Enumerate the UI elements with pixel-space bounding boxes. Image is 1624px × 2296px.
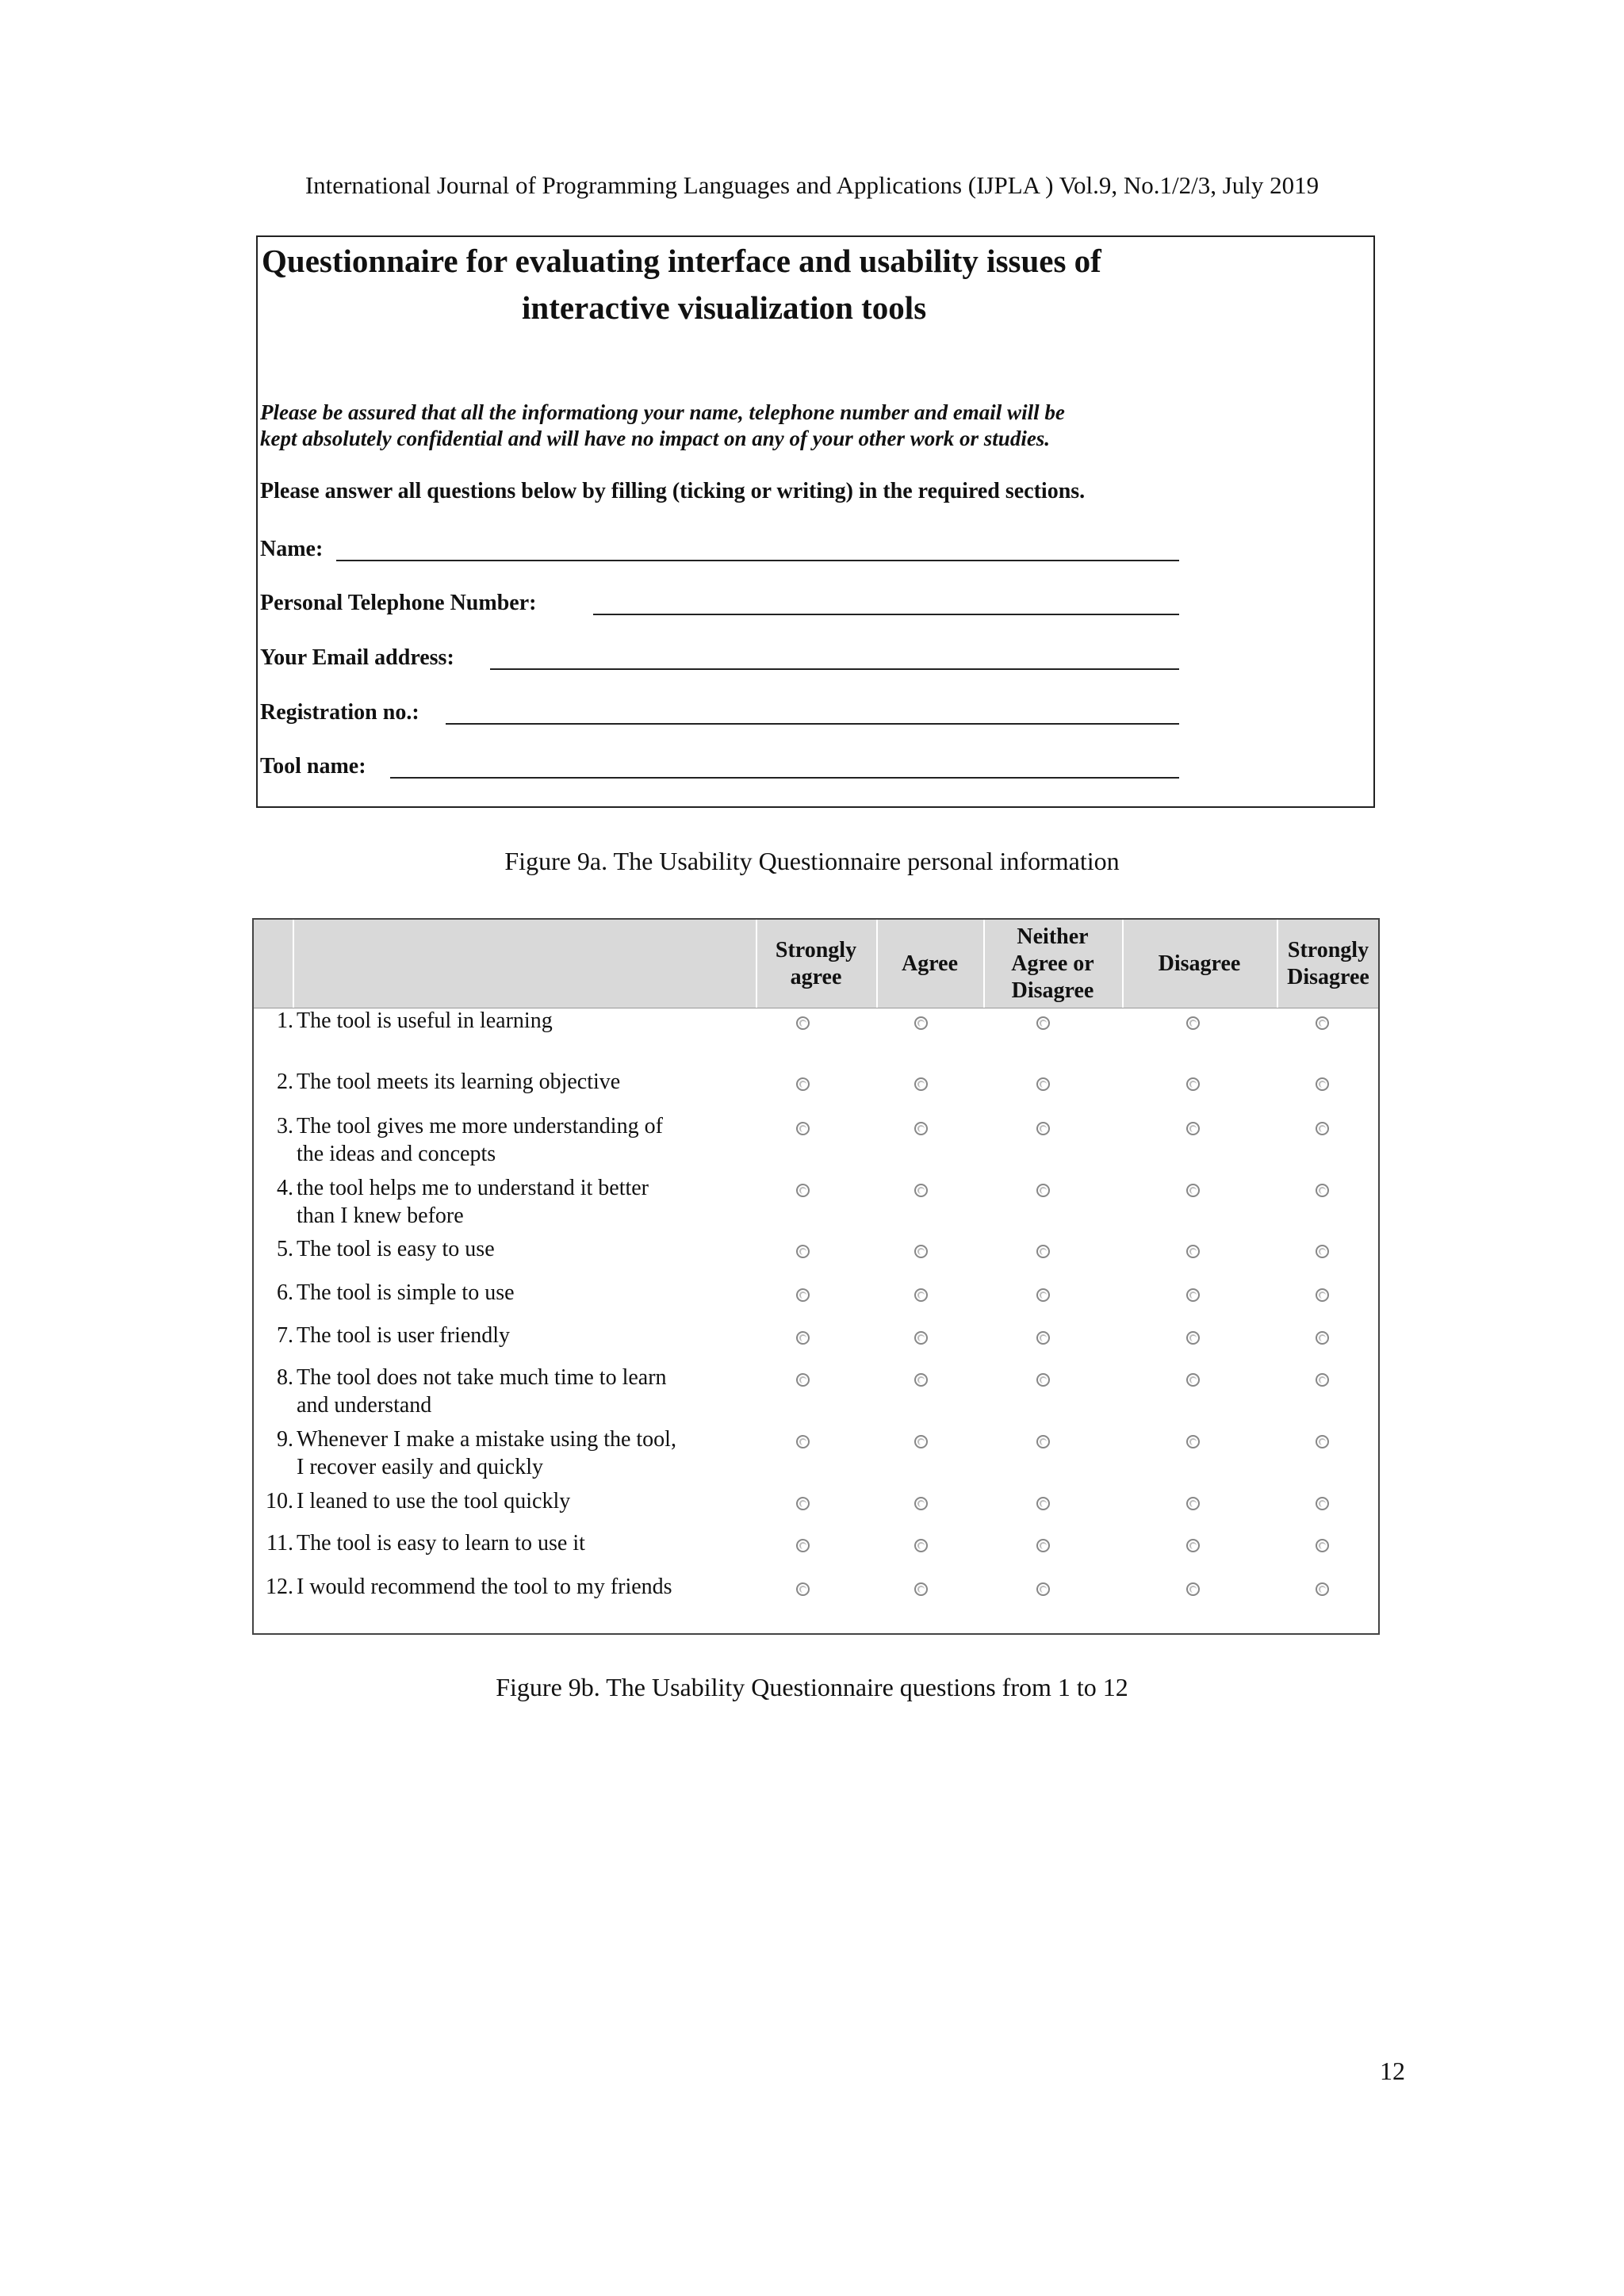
tool-name-label: Tool name: [260, 754, 366, 779]
question-text: The tool is useful in learning [297, 1008, 553, 1033]
question-text: the tool helps me to understand it better than I knew before [297, 1176, 649, 1228]
radio-strongly-agree[interactable] [796, 1331, 810, 1345]
table-row [254, 1364, 1378, 1419]
question-number: 12. [266, 1575, 293, 1599]
radio-disagree[interactable] [1186, 1077, 1200, 1091]
radio-disagree[interactable] [1186, 1539, 1200, 1552]
col-disagree-label: Disagree [1158, 951, 1241, 976]
radio-strongly-disagree[interactable] [1316, 1245, 1329, 1258]
header-divider [293, 920, 294, 1008]
radio-strongly-disagree[interactable] [1316, 1435, 1329, 1448]
title-line-1: Questionnaire for evaluating interface and usability issues of [262, 243, 1101, 279]
radio-strongly-agree[interactable] [796, 1373, 810, 1387]
confidentiality-line-2: kept absolutely confidential and will have no impact on any of your other work or studies. [260, 427, 1051, 450]
question-number: 10. [266, 1489, 293, 1513]
email-label: Your Email address: [260, 645, 454, 670]
question-number: 5. [277, 1237, 293, 1261]
registration-label: Registration no.: [260, 700, 419, 725]
question-text: I would recommend the tool to my friends [297, 1575, 672, 1599]
radio-neither[interactable] [1036, 1435, 1050, 1448]
question-text: Whenever I make a mistake using the tool, I recover easily and quickly [297, 1427, 676, 1479]
radio-neither[interactable] [1036, 1077, 1050, 1091]
radio-neither[interactable] [1036, 1245, 1050, 1258]
radio-neither[interactable] [1036, 1122, 1050, 1135]
radio-strongly-agree[interactable] [796, 1184, 810, 1197]
radio-disagree[interactable] [1186, 1497, 1200, 1510]
question-number: 2. [277, 1070, 293, 1094]
radio-disagree[interactable] [1186, 1288, 1200, 1302]
radio-strongly-disagree[interactable] [1316, 1184, 1329, 1197]
question-text: The tool is easy to use [297, 1237, 495, 1261]
radio-disagree[interactable] [1186, 1435, 1200, 1448]
radio-strongly-disagree[interactable] [1316, 1288, 1329, 1302]
radio-strongly-agree[interactable] [796, 1288, 810, 1302]
col-agree-label: Agree [902, 951, 958, 976]
telephone-label: Personal Telephone Number: [260, 591, 537, 615]
question-text: The tool gives me more understanding of the ideas and concepts [297, 1114, 663, 1166]
col-strongly-agree-label: Strongly agree [775, 937, 857, 989]
personal-info-form [256, 235, 1375, 808]
radio-strongly-disagree[interactable] [1316, 1077, 1329, 1091]
name-field[interactable] [260, 530, 323, 562]
name-label: Name: [260, 537, 324, 561]
radio-strongly-agree[interactable] [796, 1077, 810, 1091]
question-number: 9. [277, 1427, 293, 1452]
figure-9a-caption: Figure 9a. The Usability Questionnaire personal information [504, 847, 1120, 875]
radio-disagree[interactable] [1186, 1373, 1200, 1387]
question-number: 1. [277, 1008, 293, 1033]
question-text: The tool is simple to use [297, 1280, 515, 1305]
radio-strongly-disagree[interactable] [1316, 1582, 1329, 1596]
radio-agree[interactable] [914, 1016, 928, 1030]
tool-name-underline[interactable] [390, 777, 1179, 779]
col-strongly-agree [756, 920, 876, 1008]
question-number: 7. [277, 1323, 293, 1348]
radio-disagree[interactable] [1186, 1331, 1200, 1345]
question-text: The tool is user friendly [297, 1323, 511, 1348]
radio-strongly-agree[interactable] [796, 1016, 810, 1030]
radio-strongly-agree[interactable] [796, 1539, 810, 1552]
email-field[interactable] [260, 639, 454, 671]
question-text: The tool does not take much time to learn and understand [297, 1365, 667, 1418]
page-number: 12 [1380, 2057, 1405, 2085]
name-underline[interactable] [336, 560, 1179, 561]
radio-strongly-disagree[interactable] [1316, 1016, 1329, 1030]
radio-neither[interactable] [1036, 1288, 1050, 1302]
radio-disagree[interactable] [1186, 1184, 1200, 1197]
radio-neither[interactable] [1036, 1016, 1050, 1030]
radio-strongly-disagree[interactable] [1316, 1373, 1329, 1387]
radio-strongly-disagree[interactable] [1316, 1539, 1329, 1552]
radio-strongly-disagree[interactable] [1316, 1122, 1329, 1135]
radio-agree[interactable] [914, 1331, 928, 1345]
table-row [254, 1425, 1378, 1481]
title-line-2: interactive visualization tools [522, 289, 927, 326]
col-neither [983, 920, 1122, 1008]
table-header [254, 920, 1378, 1008]
col-strongly-disagree-label: Strongly Disagree [1287, 937, 1369, 989]
question-text: The tool is easy to learn to use it [297, 1531, 585, 1556]
radio-strongly-agree[interactable] [796, 1245, 810, 1258]
radio-strongly-disagree[interactable] [1316, 1497, 1329, 1510]
question-number: 3. [277, 1114, 293, 1138]
telephone-field[interactable] [260, 584, 536, 616]
question-text: The tool meets its learning objective [297, 1070, 621, 1094]
radio-strongly-agree[interactable] [796, 1497, 810, 1510]
radio-agree[interactable] [914, 1582, 928, 1596]
radio-disagree[interactable] [1186, 1016, 1200, 1030]
email-underline[interactable] [490, 668, 1179, 670]
col-agree [876, 920, 983, 1008]
telephone-underline[interactable] [593, 614, 1179, 615]
usability-questions-table [252, 918, 1380, 1635]
radio-neither[interactable] [1036, 1331, 1050, 1345]
radio-disagree[interactable] [1186, 1582, 1200, 1596]
radio-agree[interactable] [914, 1245, 928, 1258]
question-number: 6. [277, 1280, 293, 1305]
radio-agree[interactable] [914, 1497, 928, 1510]
radio-strongly-disagree[interactable] [1316, 1331, 1329, 1345]
question-number: 4. [277, 1176, 293, 1200]
radio-neither[interactable] [1036, 1373, 1050, 1387]
radio-agree[interactable] [914, 1288, 928, 1302]
radio-strongly-agree[interactable] [796, 1435, 810, 1448]
question-text: I leaned to use the tool quickly [297, 1489, 571, 1513]
question-number: 8. [277, 1365, 293, 1390]
radio-neither[interactable] [1036, 1497, 1050, 1510]
radio-strongly-agree[interactable] [796, 1582, 810, 1596]
table-row [254, 1573, 1378, 1628]
radio-strongly-agree[interactable] [796, 1122, 810, 1135]
radio-agree[interactable] [914, 1077, 928, 1091]
radio-agree[interactable] [914, 1122, 928, 1135]
figure-9b-caption: Figure 9b. The Usability Questionnaire questions from 1 to 12 [496, 1673, 1128, 1701]
confidentiality-line-1: Please be assured that all the informationg your name, telephone number and email will be [260, 400, 1065, 424]
radio-disagree[interactable] [1186, 1122, 1200, 1135]
col-strongly-disagree [1277, 920, 1380, 1008]
radio-agree[interactable] [914, 1435, 928, 1448]
radio-agree[interactable] [914, 1373, 928, 1387]
radio-neither[interactable] [1036, 1184, 1050, 1197]
instruction-text: Please answer all questions below by filling (ticking or writing) in the required sections. [260, 479, 1086, 503]
table-row [254, 1174, 1378, 1230]
col-disagree [1122, 920, 1277, 1008]
journal-header: International Journal of Programming Languages and Applications (IJPLA ) Vol.9, No.1/2/3, July 2019 [304, 171, 1320, 199]
question-number: 11. [266, 1531, 293, 1556]
radio-disagree[interactable] [1186, 1245, 1200, 1258]
radio-neither[interactable] [1036, 1582, 1050, 1596]
tool-name-field[interactable] [260, 748, 366, 779]
registration-field[interactable] [260, 694, 419, 725]
radio-neither[interactable] [1036, 1539, 1050, 1552]
confidentiality-note [260, 400, 1065, 452]
col-neither-label: Neither Agree or Disagree [1011, 924, 1094, 1003]
registration-underline[interactable] [446, 723, 1179, 725]
radio-agree[interactable] [914, 1539, 928, 1552]
radio-agree[interactable] [914, 1184, 928, 1197]
table-row [254, 1007, 1378, 1062]
table-row [254, 1112, 1378, 1168]
